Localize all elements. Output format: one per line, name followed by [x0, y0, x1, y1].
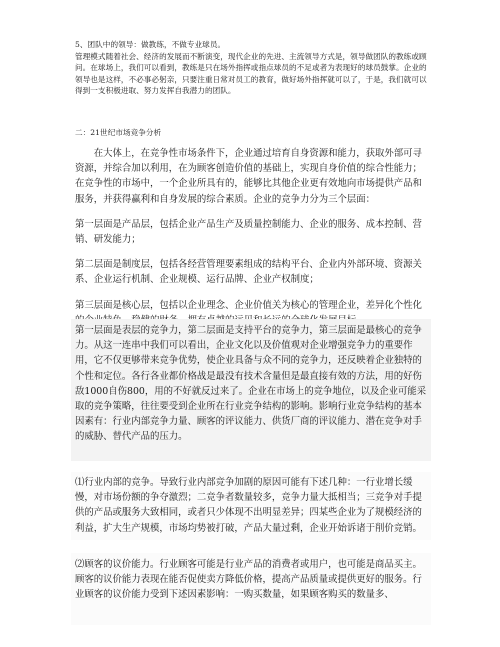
section-heading [75, 127, 427, 139]
section2-paragraph-1: 在大体上，在竞争性市场条件下，企业通过培育自身资源和能力，获取外部可寻资源，并综合加以利用，在为顾客创造价值的基础上，实现自身价值的综合性能力；在竞争性的市场中，一个企业所具有的，能够比其他企业更有效地向市场提供产品和服务，并获得赢利和自身发展的综合素质。企业的竞争力分为三个层面： [75, 148, 422, 205]
section2-body [75, 146, 427, 328]
intro-heading: 5、团队中的领导：做教练，不做专业球员。 [75, 40, 226, 49]
box2-body [75, 475, 427, 536]
section2-heading: 二：21世纪市场竞争分析 [75, 128, 162, 137]
box3-body [75, 557, 427, 603]
section2-paragraph-2: 第一层面是产品层，包括企业产品生产及质量控制能力、企业的服务、成本控制、营销、研发能力； [75, 218, 422, 246]
box1-body [75, 323, 427, 445]
intro-section [75, 39, 427, 97]
section2-paragraph-4: 第三层面是核心层，包括以企业理念、企业价值关为核心的管理企业，差异化个性化 [75, 299, 422, 311]
box2-paragraph: ⑴行业内部的竞争。导致行业内部竞争加剧的原因可能有下述几种：一行业增长缓慢，对市场份额的争夺激烈；二竞争者数量较多，竞争力量大抵相当；三竞争对手提供的产品或服务大致相同，或者只少体现不出明显差异；四某些企业为了规模经济的利益，扩大生产规模，市场均势被打破，产品大量过剩，企业开始诉诸于削价竞销。 [75, 477, 422, 534]
box1-paragraph: 第一层面是表层的竞争力，第二层面是支持平台的竞争力，第三层面是最核心的竞争力。从这一连串中我们可以看出，企业文化以及价值观对企业增强竞争力的重要作用，它不仅更够带来竞争优势，使企业具备与众不同的竞争力，还反映着企业独特的个性和定位。各行各业都价格战是最没有技术含量但是最直接有效的方法，用的好伤敌1000自伤800，用的不好就反过来了。企业在市场上的竞争地位，以及企业可能采取的竞争策略，往往要受到企业所在行业竞争结构的影响。影响行业竞争结构的基本因素有：行业内部竞争力量、顾客的评议能力、供货厂商的评议能力、潜在竞争对手的威胁、替代产品的压力。 [75, 325, 427, 443]
box3-paragraph: ⑵顾客的议价能力。行业顾客可能是行业产品的消费者或用户，也可能是商品买主。顾客的议价能力表现在能否促使卖方降低价格，提高产品质量或提供更好的服务。行业顾客的议价能力受到下述因素影响：一购买数量，如果顾客购买的数量多、 [75, 559, 422, 601]
intro-paragraph: 管理模式随着社会、经济的发展而不断演变，现代企业的先进、主流领导方式是，领导做团队的教练或顾问。在球场上，我们可以看到，教练是只在场外指挥或指点球员的不足或者为表现好的球员鼓掌。企业的领导也是这样，不必事必躬亲，只要注重日常对员工的教育，做好场外指挥就可以了，于是，我们就可以得到一支积极进取、努力发挥自我潜力的团队。 [75, 51, 427, 95]
section2-paragraph-3: 第二层面是制度层，包括各经营管理要素组成的结构平台、企业内外部环境、资源关系、企业运行机制、企业规模、运行品牌、企业产权制度； [75, 259, 422, 286]
